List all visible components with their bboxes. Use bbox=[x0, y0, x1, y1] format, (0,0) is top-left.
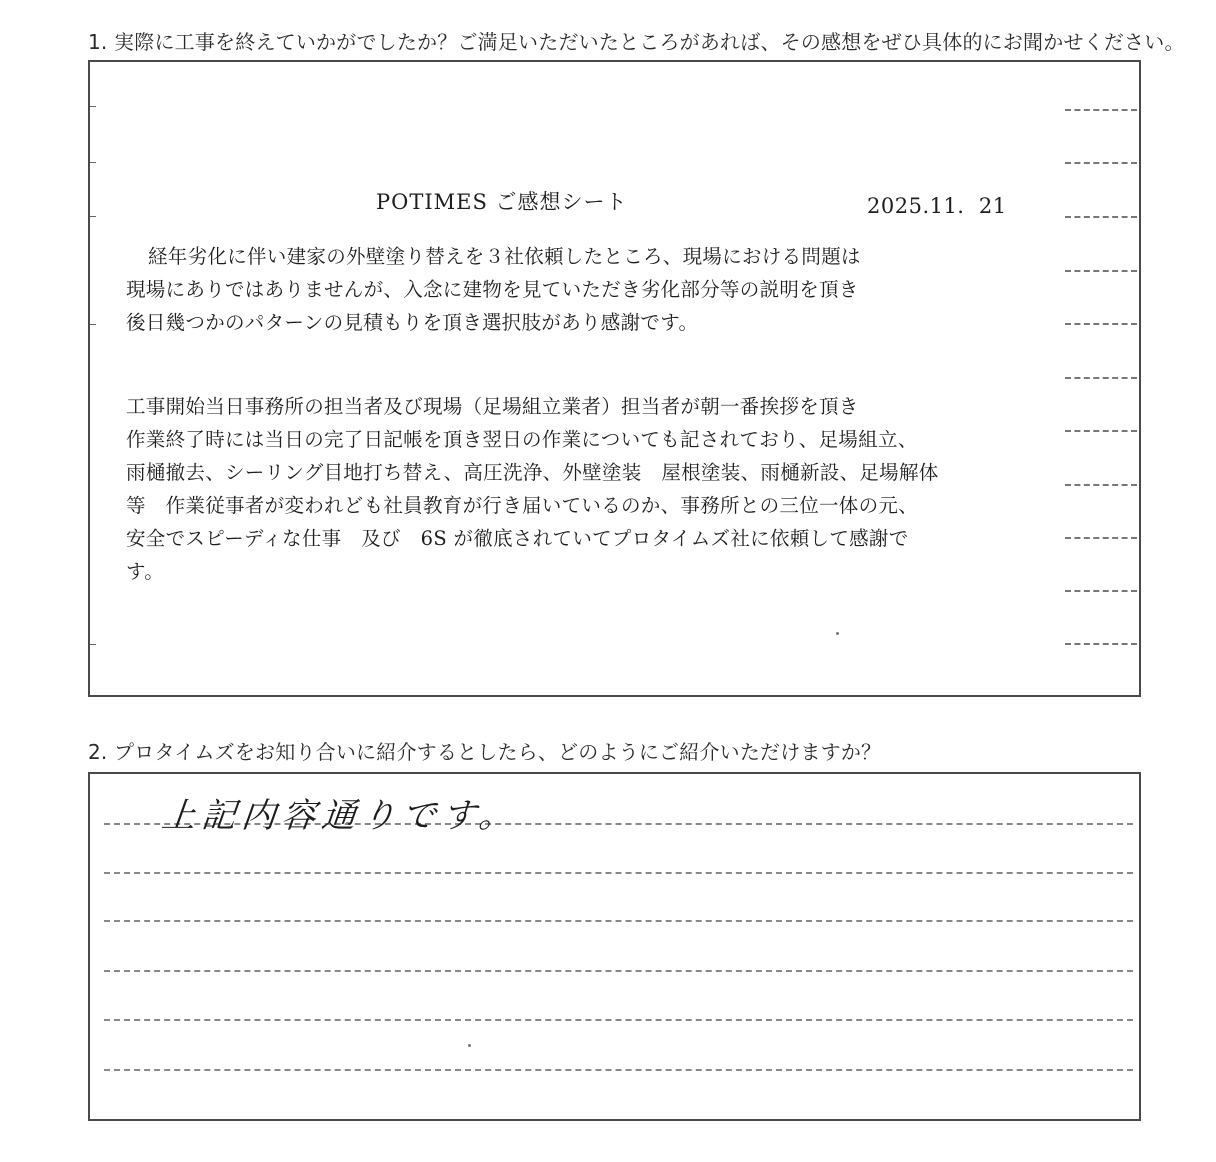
feedback-paragraph-1 bbox=[126, 240, 861, 339]
text-line: 経年劣化に伴い建家の外壁塗り替えを３社依頼したところ、現場における問題は bbox=[148, 245, 861, 268]
sheet-date: 2025.11．21 bbox=[867, 194, 1007, 218]
text-line: 作業終了時には当日の完了日記帳を頂き翌日の作業についても記されており、足場組立、 bbox=[126, 428, 918, 451]
text-line: 現場にありではありませんが、入念に建物を見ていただき劣化部分等の説明を頂き bbox=[126, 278, 859, 301]
ruled-line bbox=[104, 1069, 1133, 1071]
ruled-line bbox=[104, 1019, 1133, 1021]
question-2-answer-box bbox=[88, 772, 1141, 1121]
ruled-line bbox=[104, 970, 1133, 972]
feedback-paragraph-2 bbox=[126, 390, 939, 588]
scan-speck bbox=[468, 1044, 471, 1047]
text-line: 後日幾つかのパターンの見積もりを頂き選択肢があり感謝です。 bbox=[126, 311, 699, 334]
ruled-line bbox=[104, 872, 1133, 874]
question-2-heading: 2. プロタイムズをお知り合いに紹介するとしたら、どのようにご紹介いただけますか？ bbox=[88, 740, 882, 764]
handwritten-answer: 上記内容通りです。 bbox=[159, 796, 522, 836]
pasted-feedback-sheet bbox=[90, 62, 1139, 695]
question-1-answer-box bbox=[88, 60, 1141, 697]
text-line: 雨樋撤去、シーリング目地打ち替え、高圧洗浄、外壁塗装 屋根塗装、雨樋新設、足場解体 bbox=[126, 461, 939, 484]
text-line: 工事開始当日事務所の担当者及び現場（足場組立業者）担当者が朝一番挨拶を頂き bbox=[126, 395, 859, 418]
ruled-line bbox=[104, 920, 1133, 922]
text-line: す。 bbox=[126, 560, 165, 583]
text-line: 安全でスピーディな仕事 及び 6S が徹底されていてプロタイムズ社に依頼して感謝で bbox=[126, 527, 909, 550]
sheet-title: POTIMES ご感想シート bbox=[376, 190, 628, 214]
question-1-heading: 1. 実際に工事を終えていかがでしたか？ご満足いただいたところがあれば、その感想をぜひ具体的にお聞かせください。 bbox=[88, 30, 1185, 54]
text-line: 等 作業従事者が変われども社員教育が行き届いているのか、事務所との三位一体の元、 bbox=[126, 494, 918, 517]
scan-speck bbox=[836, 632, 839, 635]
